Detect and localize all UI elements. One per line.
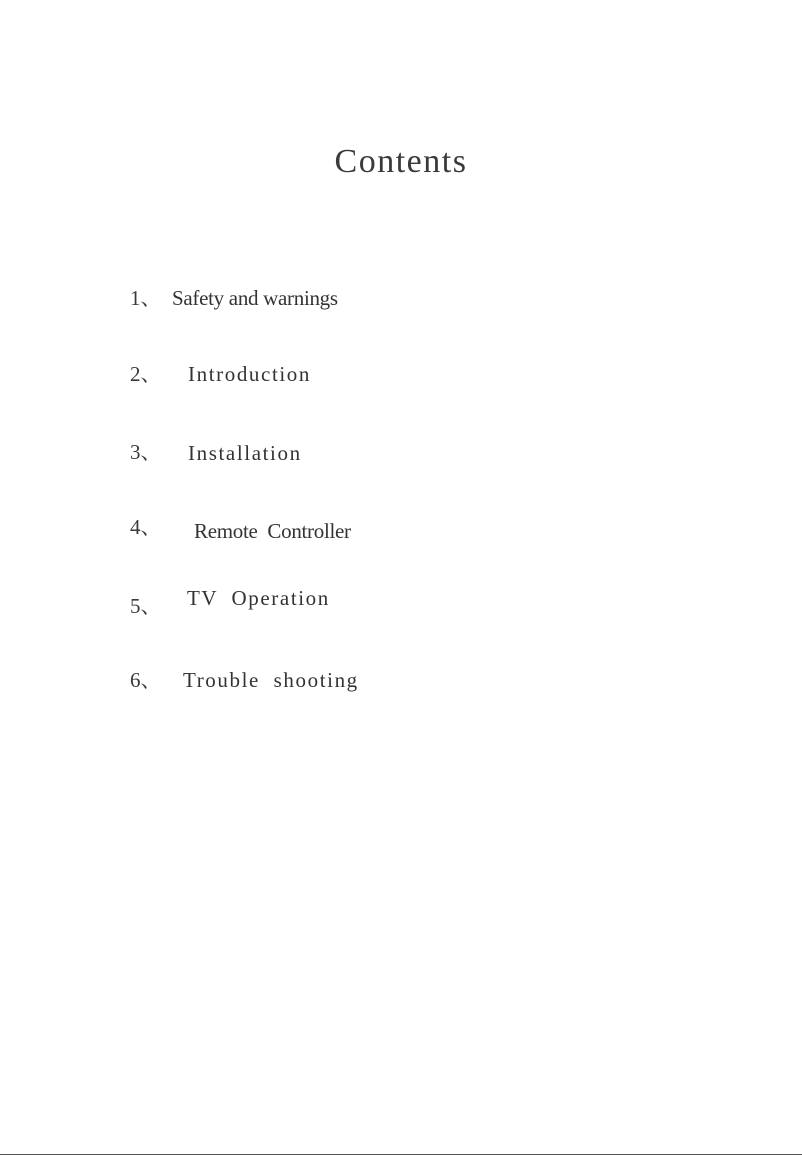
toc-item-number: 1、 (130, 286, 162, 310)
toc-item-number: 5、 (130, 594, 162, 618)
page-bottom-rule (0, 1154, 802, 1155)
toc-item-label: Installation (188, 441, 302, 465)
toc-item-label: Introduction (188, 362, 312, 386)
toc-item-label: Safety and warnings (172, 286, 338, 310)
page-title: Contents (334, 143, 468, 180)
toc-item-label: Remote Controller (194, 519, 351, 543)
toc-item-label: Trouble shooting (183, 668, 359, 692)
toc-item-number: 4、 (130, 515, 162, 539)
toc-item-number: 2、 (130, 362, 162, 386)
toc-item-label: TV Operation (187, 586, 330, 610)
toc-item-number: 6、 (130, 668, 162, 692)
toc-item-number: 3、 (130, 440, 162, 464)
